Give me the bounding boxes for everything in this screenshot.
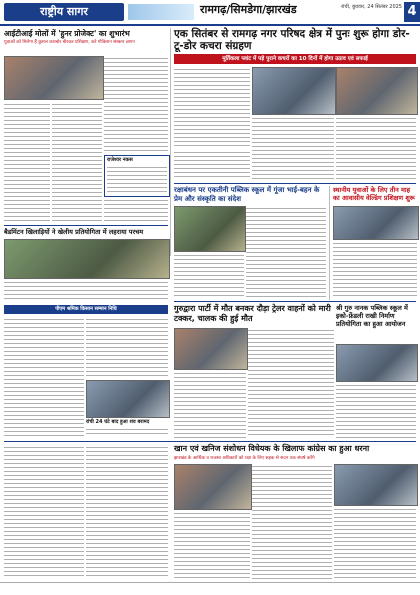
text-column xyxy=(52,102,102,222)
section-rule xyxy=(4,225,168,226)
text-column xyxy=(104,198,168,222)
headline-right-mid: स्थानीय युवाओं के लिए तीन माह का आवासीय वेल्डिंग प्रशिक्षण शुरू xyxy=(333,186,415,202)
photo-badminton xyxy=(4,239,170,279)
left-lower-banner: पीएम श्रमिक किसान सम्मान निधि xyxy=(4,305,168,314)
text-column xyxy=(86,317,168,377)
subhead-bottom: झारखंड के आर्थिक व राजस्व अधिकारों को रक्षा के लिए सड़क से सदन तक संघर्ष करेंगे xyxy=(174,456,315,461)
photo-protest xyxy=(334,464,418,506)
dateline: रांची, बुधवार, 24 सितंबर 2025 xyxy=(341,4,402,10)
brand-logo xyxy=(4,3,124,21)
left-lower-headline: रांची 24 घंटे बाद हुआ शव बरामद xyxy=(86,419,150,425)
text-column xyxy=(174,511,250,579)
text-column xyxy=(107,165,167,193)
text-column xyxy=(86,427,168,437)
page-number: 4 xyxy=(404,2,420,22)
text-column xyxy=(104,56,168,152)
inset-box xyxy=(104,155,170,197)
subhead-main: मूर्तिकला प्लांट में पड़े पुराने कचरों का 10 दिनों में होगा उठाव एवं सफाई xyxy=(174,54,416,64)
text-column xyxy=(252,464,332,579)
photo-left-lower xyxy=(86,380,170,418)
text-column xyxy=(174,67,250,147)
headline-right-lower: श्री गुरु नानक पब्लिक स्कूल में इको-फ्रेंडली राखी निर्माण प्रतियोगिता का हुआ आयोजन xyxy=(336,304,408,328)
text-column xyxy=(333,241,417,298)
text-column xyxy=(4,102,50,222)
photo-meeting xyxy=(252,67,336,115)
inset-box-title: राजेश्वर नकस xyxy=(107,157,133,163)
photo-welding xyxy=(333,206,419,240)
text-column xyxy=(336,383,416,438)
photo-rakhi-school xyxy=(174,206,246,252)
text-column xyxy=(174,371,246,438)
text-column xyxy=(252,116,334,180)
headline-main: एक सितंबर से रामगढ़ नगर परिषद क्षेत्र में पुनः शुरू होगा डोर-टू-डोर कचरा संग्रहण xyxy=(174,28,410,52)
text-column xyxy=(174,150,250,180)
headline-left-mid: बैडमिंटन खिलाड़ियों ने खेलीय प्रतियोगिता में लहराया परचम xyxy=(4,228,144,236)
photo-officials xyxy=(336,67,418,115)
text-column xyxy=(174,253,244,298)
section-rule xyxy=(4,441,416,442)
text-column xyxy=(336,116,416,180)
text-column xyxy=(4,317,84,437)
brand-name: राष्ट्रीय सागर xyxy=(40,5,88,18)
section-rule xyxy=(174,183,416,184)
text-column xyxy=(334,507,416,579)
photo-iti xyxy=(4,56,104,100)
masthead xyxy=(0,0,420,26)
section-rule xyxy=(174,301,416,302)
headline-top-left: आईटीआई मोलों में 'हुनर प्रोजेक्ट' का शुभारंभ xyxy=(4,29,130,38)
column-divider xyxy=(329,186,330,300)
text-column xyxy=(86,445,168,579)
text-column xyxy=(4,445,84,579)
photo-dharna xyxy=(174,464,252,510)
subhead-top-left: युवाओं को मिलेगा हैं कुशल कारबोर बीरकर प्रशिक्षण, करे गोकिशन संस्कार ज्ञापन xyxy=(4,40,135,45)
headline-band: गुरुद्वारा पार्टी में मौत बनकर दौड़ा ट्रेलर वाहनों को मारी टक्कर, चालक की हुई मौत xyxy=(174,304,331,323)
photo-accident xyxy=(174,328,248,370)
text-column xyxy=(246,206,326,298)
masthead-decoration xyxy=(128,4,194,20)
headline-bottom: खान एवं खनिज संशोधन विधेयक के खिलाफ कांग्रेस का हुआ धरना xyxy=(174,444,370,453)
headline-center-mid: रक्षाबंधन पर एकतीनी पब्लिक स्कूल में गूंजा भाई-बहन के प्रेम और संस्कृति का संदेश xyxy=(174,186,320,203)
page-footer xyxy=(0,582,420,595)
column-divider xyxy=(170,28,171,256)
photo-rakhi-contest xyxy=(336,344,418,382)
text-column xyxy=(248,328,334,438)
section-title: रामगढ़/सिमडेगा/झारखंड xyxy=(200,3,297,16)
text-column xyxy=(4,280,168,302)
